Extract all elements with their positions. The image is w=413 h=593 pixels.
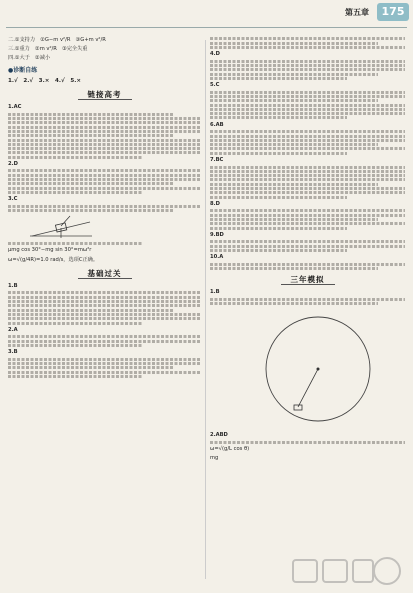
check-tag: ●诊断自练: [8, 66, 38, 74]
question-number: 4.D: [210, 51, 220, 58]
left-column: [8, 36, 201, 379]
question-number: 10.A: [210, 254, 224, 261]
question-number: 3.C: [8, 196, 18, 203]
chapter-label: 第五章: [345, 8, 369, 17]
check-answers: 1.√ 2.√ 3.× 4.√ 5.×: [8, 77, 82, 84]
formula-line: μmg cos 30°−mg sin 30°=mω²r: [8, 247, 92, 254]
question-number: 6.AB: [210, 121, 224, 128]
incline-block-figure: [26, 214, 96, 240]
question-number: 3.B: [8, 349, 18, 356]
formula-result: ω=√(g/4R)=1.0 rad/s，选项C正确。: [8, 256, 99, 263]
right-column: [210, 36, 405, 463]
question-number: 9.BD: [210, 231, 224, 238]
question-number: 7.BC: [210, 157, 224, 164]
question-number: 2.ABD: [210, 432, 228, 439]
formula-line: ω=√(g/L cos θ): [210, 445, 250, 452]
question-number: 2.D: [8, 160, 18, 167]
question-number: 8.D: [210, 200, 220, 207]
answer-line: 二.①支持力 ②G−m v²/R ③G+m v²/R: [8, 37, 106, 43]
question-number: 1.B: [210, 289, 220, 296]
header-rule: [6, 27, 407, 28]
question-number: 2.A: [8, 326, 18, 333]
watermark-logo: [289, 555, 407, 587]
answer-line: 三.①重力 ②m v²/R ③完全失重: [8, 46, 88, 53]
section-title-link: 链接高考: [8, 91, 201, 99]
answer-line: 四.①大于 ②减小: [8, 55, 51, 62]
circle-motion-figure: [258, 309, 378, 429]
question-number: 1.B: [8, 282, 18, 289]
page-number-badge: 175: [377, 3, 409, 21]
section-title-three-year: 三年模拟: [210, 276, 405, 284]
question-number: 5.C: [210, 82, 220, 89]
question-number: 1.AC: [8, 104, 22, 111]
section-title-basic: 基础过关: [8, 270, 201, 278]
column-divider: [205, 40, 206, 579]
formula-tail: mg: [210, 455, 219, 462]
